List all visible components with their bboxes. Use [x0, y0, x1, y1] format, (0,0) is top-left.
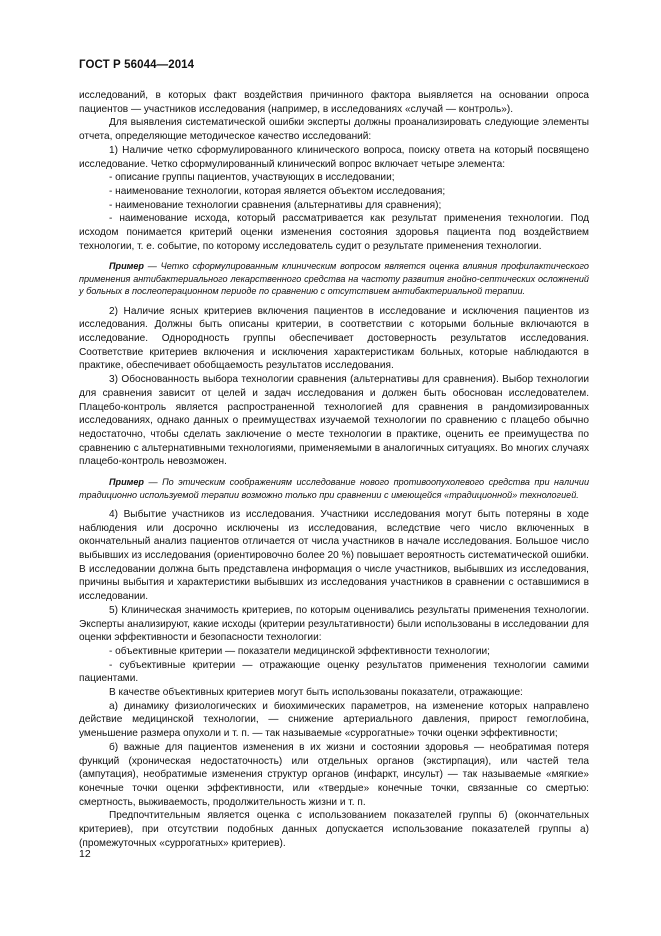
paragraph: б) важные для пациентов изменения в их жизни и состоянии здоровья — необратимая потеря функций (хроническая недостаточность) или отдельных органов (экстирпация), или частей тела (ампутация), необратимые изменения структур органов (инфаркт, инсульт) — так называемые «мягкие» конечные точки оценки эффективности, или «твердые» конечные точки, связанные со смертью: смертность, выживаемость, продолжительность жизни и т. п. [79, 741, 589, 808]
paragraph: 4) Выбытие участников из исследования. Участники исследования могут быть потеряны в ходе наблюдения или досрочно исключены из исследования, вследствие чего число включенных в окончательный анализ пациентов отличается от числа участников в начале исследования. Большое число выбывших из исследования (ориентировочно более 20 %) повышает вероятность систематической ошибки. В исследовании должна быть представлена информация о числе участников, выбывших из исследования, причины выбытия и характеристики выбывших из исследования участников в сравнении с оставшимися в исследовании. [79, 508, 589, 603]
example-label: Пример [109, 261, 144, 272]
paragraph: а) динамику физиологических и биохимических параметров, на изменение которых направлено действие медицинской технологии, — снижение артериального давления, прирост гемоглобина, уменьшение размера опухоли и т. п. — так называемые «суррогатные» точки оценки эффективности; [79, 700, 589, 740]
list-item: - наименование технологии сравнения (альтернативы для сравнения); [109, 199, 442, 211]
list-item: - описание группы пациентов, участвующих в исследовании; [109, 172, 395, 184]
paragraph: 2) Наличие ясных критериев включения пациентов в исследование и исключения пациентов из исследования. Должны быть описаны критерии, в соответствии с которыми больные включаются в исследование. Однородность группы обеспечивает достоверность результатов исследования. Соответствие критериев включения и исключения характеристикам больных, которые наблюдаются в практике, обеспечивает обобщаемость результатов исследования. [79, 305, 589, 372]
example-text: — Четко сформулированным клиническим вопросом является оценка влияния профилактического применения антибактериального лекарственного средства на частоту развития гнойно-септических осложнений у больных в послеоперационном периоде по сравнению с отсутствием антибактериальной терапии. [79, 261, 589, 297]
paragraph: исследований, в которых факт воздействия причинного фактора выявляется на основании опроса пациентов — участников исследования (например, в исследованиях «случай — контроль»). [79, 90, 589, 115]
paragraph: 3) Обоснованность выбора технологии сравнения (альтернативы для сравнения). Выбор технологии для сравнения зависит от целей и задач исследования и должен быть обоснован исследователем. Плацебо-контроль является распространенной технологией для сравнения в рандомизированных исследованиях, однако данных о преимуществах изучаемой технологии по сравнению с плацебо обычно недостаточно, чтобы сделать заключение о месте технологии в практике, оценить ее преимущества по сравнению с альтернативными технологиями, применяемыми в аналогичных ситуациях. Во многих случаях плацебо-контроль невозможен. [79, 374, 589, 468]
list-item: - субъективные критерии — отражающие оценку результатов применения технологии самими пациентами. [79, 659, 589, 685]
example-text: — По этическим соображениям исследование нового противоопухолевого средства при наличии традиционно используемой терапии возможно только при сравнении с имеющейся «традиционной» технологией. [79, 477, 589, 500]
example-label: Пример [109, 477, 144, 488]
paragraph: 5) Клиническая значимость критериев, по которым оценивались результаты применения технологии. Эксперты анализируют, какие исходы (критерии результативности) были использованы в исследовании для оценки эффективности и безопасности технологии: [79, 604, 589, 644]
paragraph: Предпочтительным является оценка с использованием показателей группы б) (окончательных критериев), при отсутствии подобных данных допускается использование показателей группы а) (промежуточных «суррогатных» критериев). [79, 810, 589, 849]
paragraph: 1) Наличие четко сформулированного клинического вопроса, поиску ответа на который посвящено исследование. Четко сформулированный клинический вопрос включает четыре элемента: [79, 144, 589, 170]
example-block [79, 476, 589, 501]
paragraph: В качестве объективных критериев могут быть использованы показатели, отражающие: [109, 687, 523, 699]
paragraph: Для выявления систематической ошибки эксперты должны проанализировать следующие элементы отчета, определяющие методическое качество исследований: [79, 117, 589, 143]
list-item: - наименование исхода, который рассматривается как результат применения технологии. Под исходом понимается критерий оценки изменения состояния здоровья пациента под воздействием технологии, т. е. событие, по которому исследователь судит о результате применения технологии. [79, 213, 589, 252]
document-header: ГОСТ Р 56044—2014 [79, 59, 195, 71]
page-number: 12 [79, 848, 91, 860]
example-block [79, 260, 589, 297]
list-item: - объективные критерии — показатели медицинской эффективности технологии; [109, 645, 490, 657]
list-item: - наименование технологии, которая является объектом исследования; [109, 185, 446, 197]
document-body [79, 89, 589, 850]
